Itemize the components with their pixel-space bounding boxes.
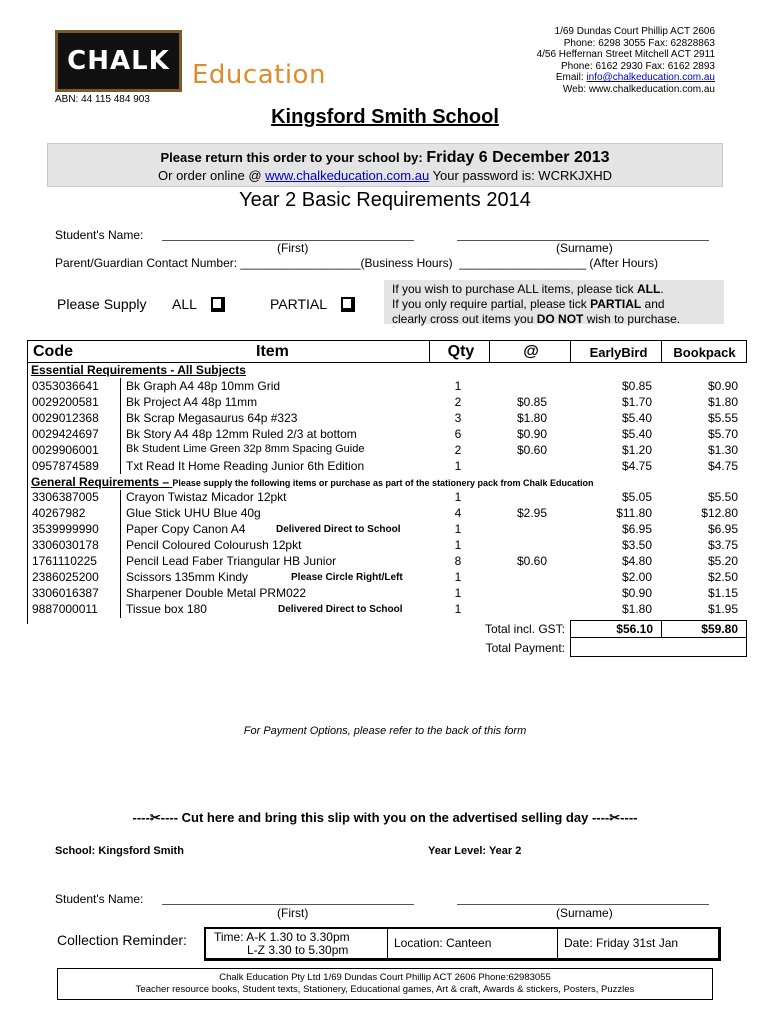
item-code: 1761110225 xyxy=(32,554,97,568)
item-earlybird: $2.00 xyxy=(621,570,652,584)
header-bookpack: Bookpack xyxy=(673,345,736,360)
supply-all-option[interactable] xyxy=(172,296,225,312)
abn-number: ABN: 44 115 484 903 xyxy=(55,94,150,105)
item-qty: 6 xyxy=(454,427,462,441)
first-name-caption: (First) xyxy=(277,241,309,255)
password-text: Your password is: WCRKJXHD xyxy=(429,168,612,183)
item-code: 2386025200 xyxy=(32,570,99,584)
item-bookpack: $2.50 xyxy=(707,570,738,584)
item-earlybird: $1.20 xyxy=(621,443,652,457)
item-unit-price: $0.90 xyxy=(516,427,547,441)
item-earlybird: $11.80 xyxy=(616,506,652,520)
item-bookpack: $1.95 xyxy=(707,602,738,616)
item-bookpack: $6.95 xyxy=(707,522,738,536)
supply-instructions xyxy=(384,280,724,324)
item-qty: 2 xyxy=(454,443,462,457)
item-code: 0029012368 xyxy=(32,411,99,425)
item-earlybird: $5.40 xyxy=(621,411,652,425)
footer xyxy=(57,968,713,1000)
supply-note-line: If you wish to purchase ALL items, please tick ALL. xyxy=(392,282,664,296)
col-line xyxy=(429,340,430,362)
item-earlybird: $4.80 xyxy=(621,554,652,568)
header-item: Item xyxy=(256,343,289,360)
return-by-label: Please return this order to your school by: xyxy=(160,150,427,165)
item-bookpack: $5.20 xyxy=(707,554,738,568)
web-line: Web: www.chalkeducation.com.au xyxy=(562,83,715,95)
section-general-title: General Requirements – xyxy=(31,475,173,489)
total-payment-label: Total Payment: xyxy=(485,641,565,655)
scissors-icon: ✂ xyxy=(149,810,161,825)
slip-first-name-line[interactable] xyxy=(162,904,414,905)
chalk-logo xyxy=(55,30,182,92)
item-name: Paper Copy Canon A4 xyxy=(126,522,246,536)
logo-word: CHALK xyxy=(67,46,170,76)
item-name: Crayon Twistaz Micador 12pkt xyxy=(126,490,287,504)
return-date: Friday 6 December 2013 xyxy=(426,149,610,166)
please-supply-label: Please Supply xyxy=(57,296,147,312)
item-earlybird: $4.75 xyxy=(621,459,652,473)
item-name: Txt Read It Home Reading Junior 6th Edition xyxy=(126,459,365,473)
item-name: Tissue box 180 xyxy=(126,602,207,616)
item-bookpack: $1.15 xyxy=(707,586,738,600)
order-online-line xyxy=(48,168,722,183)
item-earlybird: $5.05 xyxy=(621,490,652,504)
item-qty: 1 xyxy=(454,602,462,616)
item-unit-price: $0.60 xyxy=(516,443,547,457)
item-code: 0029424697 xyxy=(32,427,99,441)
item-qty: 1 xyxy=(454,522,462,536)
item-qty: 1 xyxy=(454,570,462,584)
item-code: 0957874589 xyxy=(32,459,99,473)
item-name: Scissors 135mm Kindy xyxy=(126,570,249,584)
school-title: Kingsford Smith School xyxy=(271,106,499,128)
section-general xyxy=(31,475,594,489)
section-general-note: Please supply the following items or purchase as part of the stationery pack from Chalk Education xyxy=(172,478,594,488)
item-bookpack: $5.50 xyxy=(707,490,738,504)
slip-surname-line[interactable] xyxy=(457,904,709,905)
item-code: 0353036641 xyxy=(32,379,99,393)
item-bookpack: $1.30 xyxy=(707,443,738,457)
item-delivery-note: Delivered Direct to School xyxy=(278,604,403,615)
item-name: Bk Story A4 48p 12mm Ruled 2/3 at bottom xyxy=(126,427,357,441)
return-order-box xyxy=(47,143,723,187)
item-qty: 4 xyxy=(454,506,462,520)
item-delivery-note: Please Circle Right/Left xyxy=(291,572,403,583)
item-qty: 1 xyxy=(454,490,462,504)
slip-first-caption: (First) xyxy=(277,906,309,920)
slip-year-level: Year Level: Year 2 xyxy=(428,845,522,857)
col-line xyxy=(489,340,490,362)
surname-caption: (Surname) xyxy=(556,241,613,255)
cut-here-line: ----✂---- Cut here and bring this slip with you on the advertised selling day ----✂---- xyxy=(132,810,638,825)
all-checkbox[interactable] xyxy=(211,297,225,312)
item-unit-price: $1.80 xyxy=(516,411,547,425)
partial-checkbox[interactable] xyxy=(341,297,355,312)
item-code: 3306030178 xyxy=(32,538,99,552)
email-line xyxy=(537,72,715,84)
total-bookpack: $59.80 xyxy=(661,620,747,638)
item-earlybird: $5.40 xyxy=(621,427,652,441)
item-unit-price: $2.95 xyxy=(516,506,547,520)
col-line xyxy=(746,340,747,362)
item-code: 40267982 xyxy=(32,506,86,520)
item-delivery-note: Delivered Direct to School xyxy=(276,524,401,535)
item-code: 3306016387 xyxy=(32,586,99,600)
supply-all-label: ALL xyxy=(172,296,197,312)
slip-surname-caption: (Surname) xyxy=(556,906,613,920)
item-bookpack: $5.70 xyxy=(707,427,738,441)
supply-note-line: If you only require partial, please tick PARTIAL and xyxy=(392,297,665,311)
item-bookpack: $3.75 xyxy=(707,538,738,552)
item-qty: 8 xyxy=(454,554,462,568)
slip-school: School: Kingsford Smith xyxy=(55,845,184,857)
item-name: Pencil Lead Faber Triangular HB Junior xyxy=(126,554,337,568)
item-code: 3539999990 xyxy=(32,522,99,536)
table-top-border xyxy=(27,340,747,341)
item-code: 0029906001 xyxy=(32,443,99,457)
order-online-label: Or order online @ xyxy=(158,168,266,183)
footer-line: Chalk Education Pty Ltd 1/69 Dundas Court Phillip ACT 2606 Phone:62983055 xyxy=(219,972,551,983)
item-qty: 1 xyxy=(454,379,462,393)
header-at: @ xyxy=(523,343,539,360)
total-earlybird: $56.10 xyxy=(570,620,662,638)
collection-location: Location: Canteen xyxy=(388,929,558,958)
collection-reminder-label: Collection Reminder: xyxy=(57,932,187,948)
website-link[interactable]: www.chalkeducation.com.au xyxy=(265,168,430,183)
time-line: L-Z 3.30 to 5.30pm xyxy=(247,943,349,957)
email-label: Email: xyxy=(555,72,587,84)
email-link[interactable]: info@chalkeducation.com.au xyxy=(586,72,715,84)
collection-time xyxy=(206,929,388,958)
col-line xyxy=(120,378,121,474)
item-bookpack: $1.80 xyxy=(707,395,738,409)
item-bookpack: $4.75 xyxy=(707,459,738,473)
header-earlybird: EarlyBird xyxy=(589,345,648,360)
item-qty: 1 xyxy=(454,538,462,552)
header-qty: Qty xyxy=(447,343,475,360)
footer-line: Teacher resource books, Student texts, Stationery, Educational games, Art & craft, Awards & stickers, Posters, Puzzles xyxy=(135,984,635,995)
item-qty: 2 xyxy=(454,395,462,409)
item-earlybird: $1.70 xyxy=(621,395,652,409)
contact-block xyxy=(537,26,715,96)
col-line xyxy=(570,340,571,362)
return-by-line xyxy=(48,149,722,167)
item-name: Bk Student Lime Green 32p 8mm Spacing Guide xyxy=(126,443,365,455)
total-payment-field[interactable] xyxy=(570,637,747,657)
col-line xyxy=(120,490,121,618)
header-code: Code xyxy=(33,343,73,360)
item-name: Bk Project A4 48p 11mm xyxy=(126,395,258,409)
student-name-label: Student's Name: xyxy=(55,228,144,242)
item-name: Sharpener Double Metal PRM022 xyxy=(126,586,307,600)
slip-student-name-label: Student's Name: xyxy=(55,892,144,906)
item-earlybird: $6.95 xyxy=(621,522,652,536)
item-code: 3306387005 xyxy=(32,490,99,504)
payment-options-note: For Payment Options, please refer to the back of this form xyxy=(243,725,527,737)
list-title: Year 2 Basic Requirements 2014 xyxy=(239,189,531,211)
col-line xyxy=(27,340,28,624)
item-earlybird: $1.80 xyxy=(621,602,652,616)
time-line: Time: A-K 1.30 to 3.30pm xyxy=(214,930,350,944)
item-name: Bk Graph A4 48p 10mm Grid xyxy=(126,379,281,393)
item-code: 9887000011 xyxy=(32,602,98,616)
item-bookpack: $12.80 xyxy=(701,506,738,520)
contact-line: Phone: 6162 2930 Fax: 6162 2893 xyxy=(560,60,715,72)
item-name: Glue Stick UHU Blue 40g xyxy=(126,506,261,520)
item-unit-price: $0.85 xyxy=(516,395,547,409)
item-earlybird: $0.85 xyxy=(621,379,652,393)
contact-line: 4/56 Heffernan Street Mitchell ACT 2911 xyxy=(536,49,715,61)
item-qty: 1 xyxy=(454,459,462,473)
item-qty: 1 xyxy=(454,586,462,600)
collection-date: Date: Friday 31st Jan xyxy=(564,936,679,950)
item-bookpack: $5.55 xyxy=(707,411,738,425)
contact-line: Phone: 6298 3055 Fax: 62828863 xyxy=(563,37,715,49)
total-label: Total incl. GST: xyxy=(484,622,565,636)
item-earlybird: $0.90 xyxy=(621,586,652,600)
item-name: Bk Scrap Megasaurus 64p #323 xyxy=(126,411,298,425)
scissors-icon: ✂ xyxy=(609,810,621,825)
parent-contact-line: Parent/Guardian Contact Number: __________________(Business Hours) ___________________ (After Hours) xyxy=(55,256,659,270)
item-code: 0029200581 xyxy=(32,395,99,409)
section-essential: Essential Requirements - All Subjects xyxy=(31,363,246,377)
supply-note-line: clearly cross out items you DO NOT wish to purchase. xyxy=(392,312,681,326)
collection-box xyxy=(204,927,721,961)
supply-partial-label: PARTIAL xyxy=(270,296,328,312)
supply-partial-option[interactable] xyxy=(270,296,355,312)
item-earlybird: $3.50 xyxy=(621,538,652,552)
item-qty: 3 xyxy=(454,411,462,425)
item-unit-price: $0.60 xyxy=(516,554,547,568)
logo-education-text: Education xyxy=(192,60,326,90)
contact-line: 1/69 Dundas Court Phillip ACT 2606 xyxy=(554,26,715,37)
col-line xyxy=(661,340,662,362)
item-bookpack: $0.90 xyxy=(707,379,738,393)
item-name: Pencil Coloured Colourush 12pkt xyxy=(126,538,302,552)
